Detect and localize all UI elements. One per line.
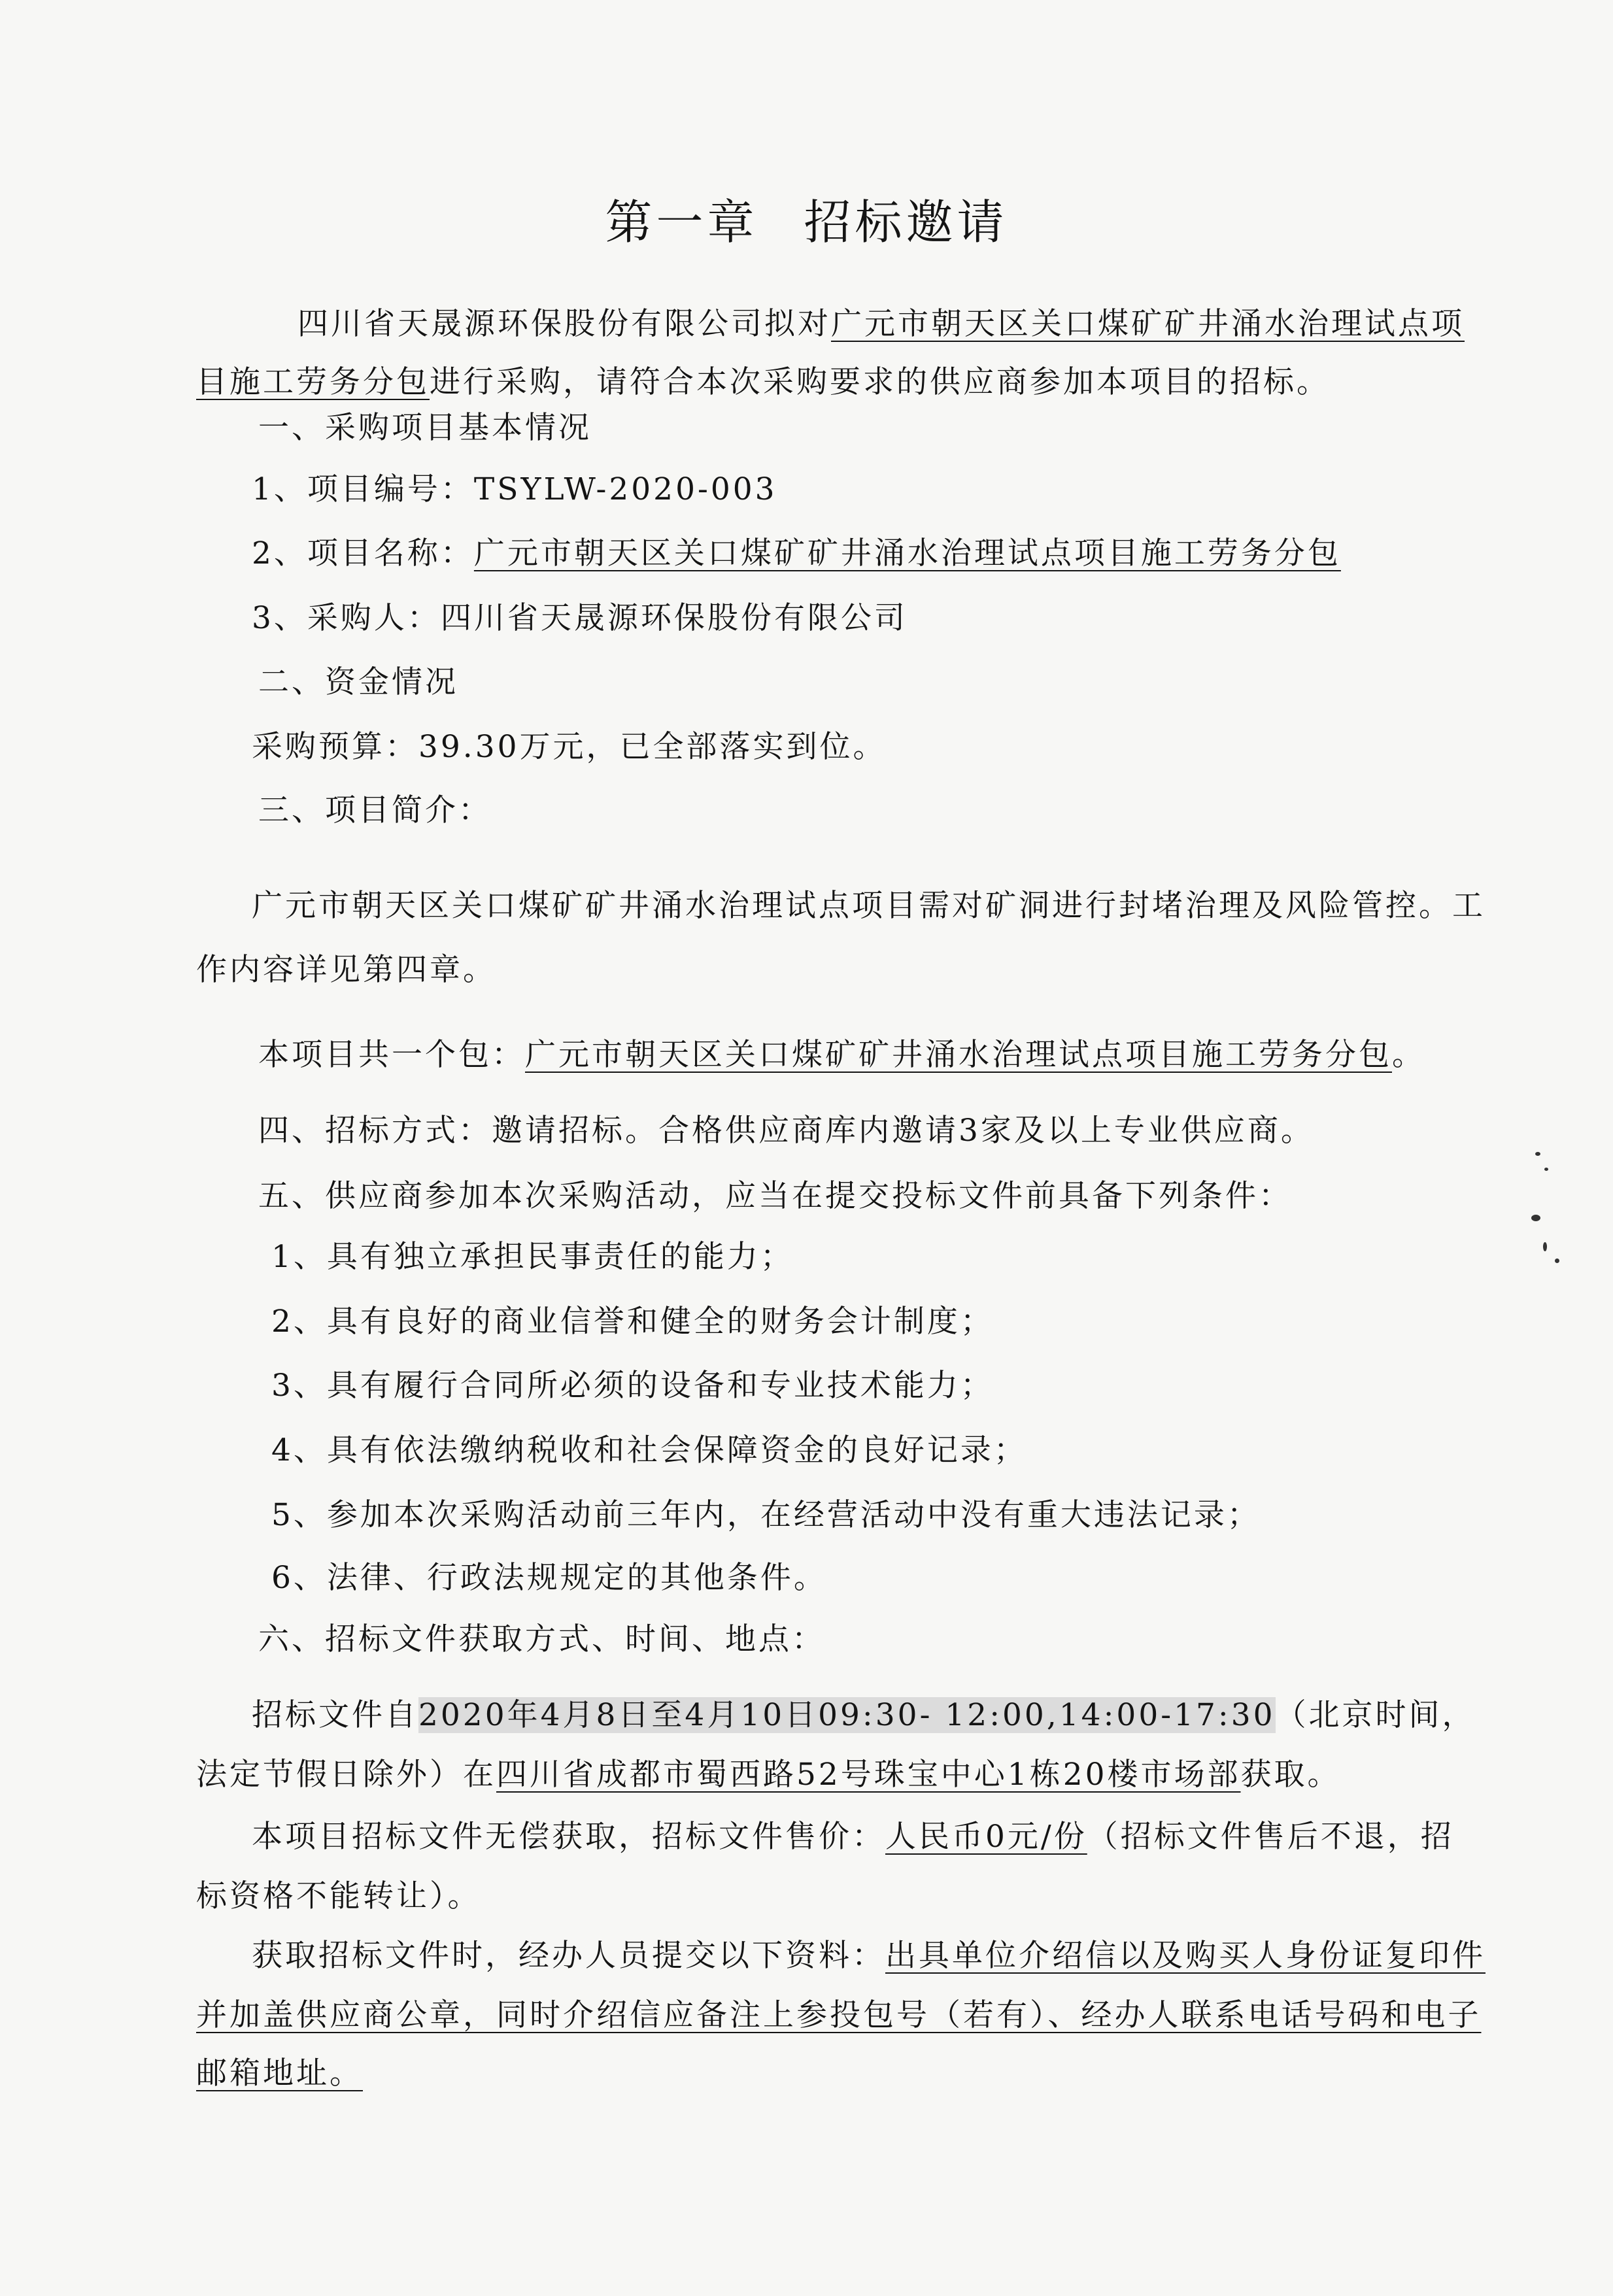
acquisition-date-range: 2020年4月8日至4月10日09:30- 12:00,14:00-17:30 — [418, 1697, 1276, 1733]
intro-line-1: 四川省天晟源环保股份有限公司拟对广元市朝天区关口煤矿矿井涌水治理试点项 — [297, 306, 1465, 342]
package-name: 广元市朝天区关口煤矿矿井涌水治理试点项目施工劳务分包 — [525, 1037, 1392, 1073]
budget: 采购预算：39.30万元，已全部落实到位。 — [252, 729, 887, 765]
acquisition-time: 招标文件自2020年4月8日至4月10日09:30- 12:00,14:00-17:30（北京时间， — [252, 1697, 1476, 1733]
project-name-underlined-cont: 目施工劳务分包 — [196, 364, 430, 400]
intro-line-2: 目施工劳务分包进行采购，请符合本次采购要求的供应商参加本项目的招标。 — [196, 364, 1330, 400]
section-6-heading: 六、招标文件获取方式、时间、地点： — [258, 1621, 825, 1657]
page-title — [0, 184, 1613, 252]
chapter-title: 招标邀请 — [804, 195, 1008, 250]
document-price: 本项目招标文件无偿获取，招标文件售价：人民币0元/份（招标文件售后不退，招 — [252, 1819, 1454, 1855]
price-value: 人民币0元/份 — [885, 1819, 1087, 1855]
purchaser: 3、采购人：四川省天晟源环保股份有限公司 — [252, 600, 908, 636]
required-documents-detail: 出具单位介绍信以及购买人身份证复印件 — [885, 1938, 1486, 1974]
project-description-line-1: 广元市朝天区关口煤矿矿井涌水治理试点项目需对矿洞进行封堵治理及风险管控。工 — [252, 888, 1486, 924]
condition-item-5: 5、参加本次采购活动前三年内，在经营活动中没有重大违法记录； — [271, 1497, 1261, 1533]
acquisition-location: 法定节假日除外）在四川省成都市蜀西路52号珠宝中心1栋20楼市场部获取。 — [196, 1757, 1341, 1793]
required-documents: 获取招标文件时，经办人员提交以下资料：出具单位介绍信以及购买人身份证复印件 — [252, 1938, 1486, 1974]
document-price-cont: 标资格不能转让）。 — [196, 1878, 481, 1914]
condition-item-2: 2、具有良好的商业信誉和健全的财务会计制度； — [271, 1304, 994, 1340]
scan-mark — [1555, 1258, 1559, 1263]
project-name: 2、项目名称：广元市朝天区关口煤矿矿井涌水治理试点项目施工劳务分包 — [252, 535, 1341, 571]
section-2-heading: 二、资金情况 — [258, 664, 458, 700]
scan-mark — [1543, 1242, 1547, 1251]
chapter-number: 第一章 — [605, 195, 758, 250]
condition-item-3: 3、具有履行合同所必须的设备和专业技术能力； — [271, 1368, 994, 1404]
acquisition-address: 四川省成都市蜀西路52号珠宝中心1栋20楼市场部 — [496, 1757, 1241, 1793]
package-info: 本项目共一个包：广元市朝天区关口煤矿矿井涌水治理试点项目施工劳务分包。 — [258, 1037, 1425, 1073]
section-1-heading: 一、采购项目基本情况 — [258, 410, 592, 446]
scan-mark — [1535, 1152, 1540, 1156]
condition-item-1: 1、具有独立承担民事责任的能力； — [271, 1239, 794, 1275]
condition-item-6: 6、法律、行政法规规定的其他条件。 — [271, 1560, 827, 1596]
required-documents-line-3: 邮箱地址。 — [196, 2055, 363, 2091]
scan-mark — [1531, 1215, 1540, 1221]
section-3-heading: 三、项目简介： — [258, 792, 492, 828]
condition-item-4: 4、具有依法缴纳税收和社会保障资金的良好记录； — [271, 1432, 1027, 1468]
section-5-heading: 五、供应商参加本次采购活动，应当在提交投标文件前具备下列条件： — [258, 1178, 1292, 1214]
project-name-value: 广元市朝天区关口煤矿矿井涌水治理试点项目施工劳务分包 — [473, 535, 1341, 571]
project-name-underlined: 广元市朝天区关口煤矿矿井涌水治理试点项 — [831, 306, 1465, 342]
required-documents-line-2: 并加盖供应商公章，同时介绍信应备注上参投包号（若有）、经办人联系电话号码和电子 — [196, 1997, 1482, 2033]
project-number: 1、项目编号：TSYLW-2020-003 — [252, 471, 777, 507]
project-description-line-2: 作内容详见第四章。 — [196, 952, 496, 988]
section-4-heading: 四、招标方式：邀请招标。合格供应商库内邀请3家及以上专业供应商。 — [258, 1113, 1314, 1149]
scan-mark — [1544, 1168, 1548, 1171]
